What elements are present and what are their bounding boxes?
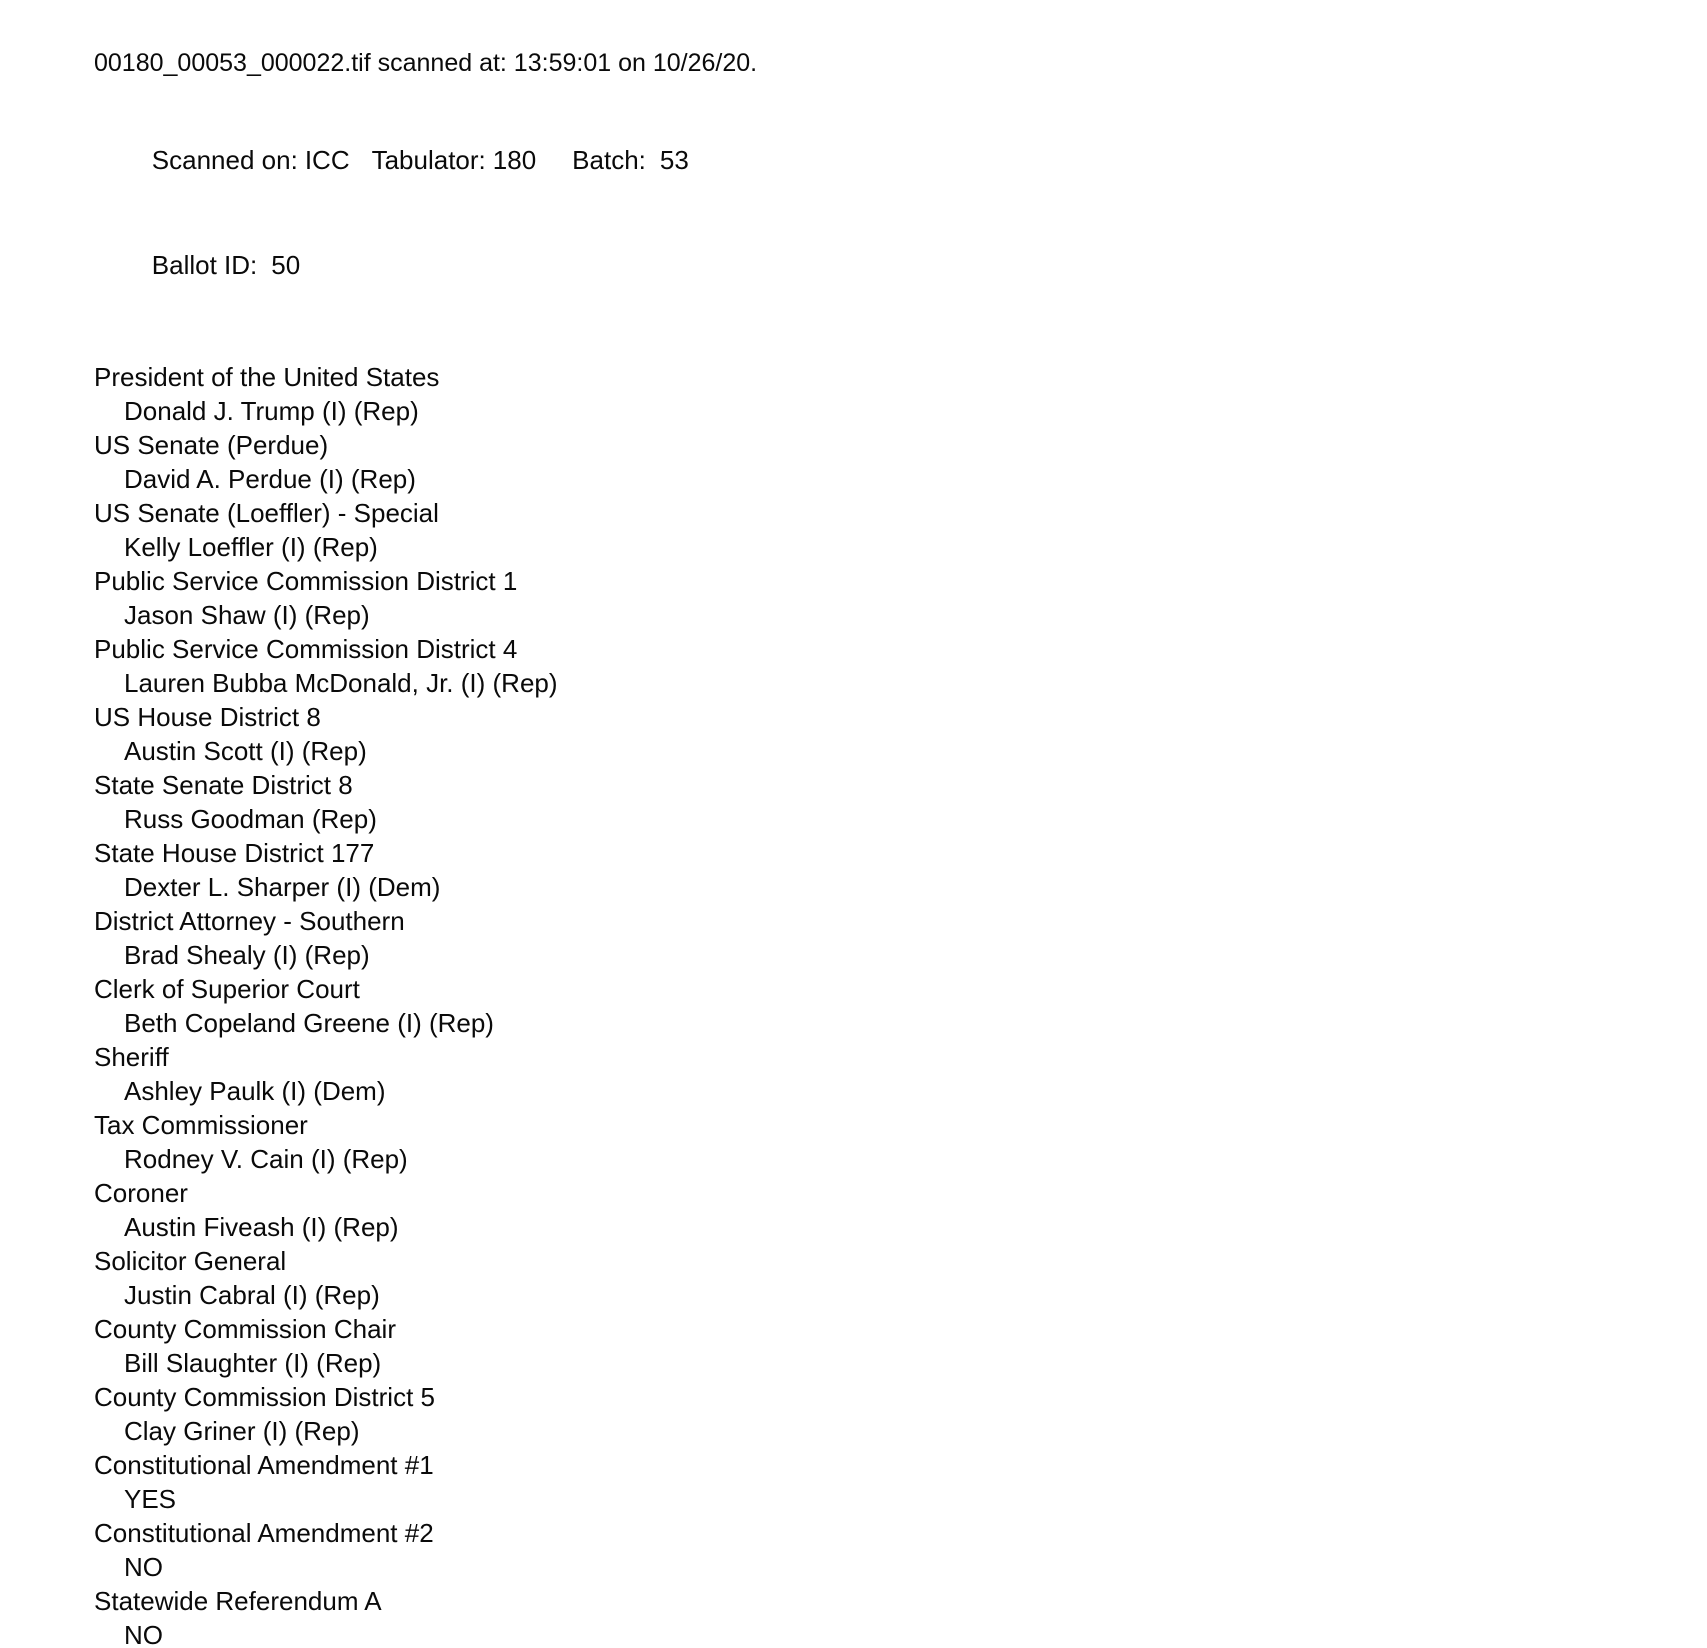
contest-selection: Rodney V. Cain (I) (Rep) bbox=[124, 1144, 408, 1174]
contest-row bbox=[94, 428, 1594, 496]
ballot-id-value: 50 bbox=[271, 250, 301, 280]
ballot-id-label: Ballot ID: bbox=[151, 250, 258, 280]
contest-row bbox=[94, 1176, 1594, 1244]
contest-selection: YES bbox=[124, 1484, 177, 1514]
contest-row bbox=[94, 972, 1594, 1040]
contest-title: Tax Commissioner bbox=[94, 1110, 308, 1140]
tabulator-label: Tabulator: bbox=[371, 145, 486, 175]
scan-metadata-block bbox=[94, 108, 1594, 318]
batch-value: 53 bbox=[659, 145, 689, 175]
contest-title: Public Service Commission District 1 bbox=[94, 566, 518, 596]
contest-title: Solicitor General bbox=[94, 1246, 287, 1276]
contest-title: Public Service Commission District 4 bbox=[94, 634, 518, 664]
contest-row bbox=[94, 700, 1594, 768]
contest-selection: NO bbox=[124, 1552, 163, 1582]
batch-label: Batch: bbox=[572, 145, 646, 175]
contest-selection: David A. Perdue (I) (Rep) bbox=[124, 464, 416, 494]
contest-title: Coroner bbox=[94, 1178, 188, 1208]
contest-row bbox=[94, 1312, 1594, 1380]
contest-title: State Senate District 8 bbox=[94, 770, 353, 800]
contest-selection: Jason Shaw (I) (Rep) bbox=[124, 600, 370, 630]
contest-selection: NO bbox=[124, 1620, 163, 1648]
contest-row bbox=[94, 1244, 1594, 1312]
contest-selection: Lauren Bubba McDonald, Jr. (I) (Rep) bbox=[124, 668, 558, 698]
contest-row bbox=[94, 768, 1594, 836]
contest-title: Constitutional Amendment #1 bbox=[94, 1450, 434, 1480]
contest-title: County Commission District 5 bbox=[94, 1382, 435, 1412]
contest-row bbox=[94, 1380, 1594, 1448]
contest-row bbox=[94, 1584, 1594, 1648]
contest-title: President of the United States bbox=[94, 362, 440, 392]
contest-selection: Austin Scott (I) (Rep) bbox=[124, 736, 367, 766]
contest-selection: Russ Goodman (Rep) bbox=[124, 804, 377, 834]
contest-title: State House District 177 bbox=[94, 838, 375, 868]
contest-row bbox=[94, 836, 1594, 904]
contest-selection: Justin Cabral (I) (Rep) bbox=[124, 1280, 380, 1310]
contest-row bbox=[94, 1108, 1594, 1176]
contest-title: US Senate (Loeffler) - Special bbox=[94, 498, 439, 528]
scanned-on-value: ICC bbox=[304, 145, 350, 175]
contest-title: Constitutional Amendment #2 bbox=[94, 1518, 434, 1548]
contest-title: Sheriff bbox=[94, 1042, 169, 1072]
contest-row bbox=[94, 1516, 1594, 1584]
scan-meta-row bbox=[94, 108, 1594, 213]
contest-title: County Commission Chair bbox=[94, 1314, 396, 1344]
contest-row bbox=[94, 1448, 1594, 1516]
contest-row bbox=[94, 1040, 1594, 1108]
contest-selection: Beth Copeland Greene (I) (Rep) bbox=[124, 1008, 494, 1038]
contest-selection: Clay Griner (I) (Rep) bbox=[124, 1416, 360, 1446]
scan-filename-line: 00180_00053_000022.tif scanned at: 13:59:01 on 10/26/20. bbox=[94, 49, 758, 77]
contest-selection: Bill Slaughter (I) (Rep) bbox=[124, 1348, 382, 1378]
contest-selection: Ashley Paulk (I) (Dem) bbox=[124, 1076, 386, 1106]
contest-row bbox=[94, 360, 1594, 428]
tabulator-value: 180 bbox=[492, 145, 537, 175]
contest-selection: Brad Shealy (I) (Rep) bbox=[124, 940, 370, 970]
contest-title: US House District 8 bbox=[94, 702, 321, 732]
contest-row bbox=[94, 496, 1594, 564]
contest-row bbox=[94, 632, 1594, 700]
contest-row bbox=[94, 564, 1594, 632]
contest-title: District Attorney - Southern bbox=[94, 906, 405, 936]
contest-row bbox=[94, 904, 1594, 972]
contest-selection: Kelly Loeffler (I) (Rep) bbox=[124, 532, 378, 562]
contest-title: Statewide Referendum A bbox=[94, 1586, 382, 1616]
contest-selection: Austin Fiveash (I) (Rep) bbox=[124, 1212, 399, 1242]
scanned-on-label: Scanned on: bbox=[151, 145, 298, 175]
ballot-id-row bbox=[94, 213, 1594, 318]
contest-selection: Dexter L. Sharper (I) (Dem) bbox=[124, 872, 441, 902]
contest-title: US Senate (Perdue) bbox=[94, 430, 329, 460]
document-content bbox=[94, 46, 1594, 1648]
contest-title: Clerk of Superior Court bbox=[94, 974, 360, 1004]
contest-list bbox=[94, 360, 1594, 1648]
contest-selection: Donald J. Trump (I) (Rep) bbox=[124, 396, 419, 426]
